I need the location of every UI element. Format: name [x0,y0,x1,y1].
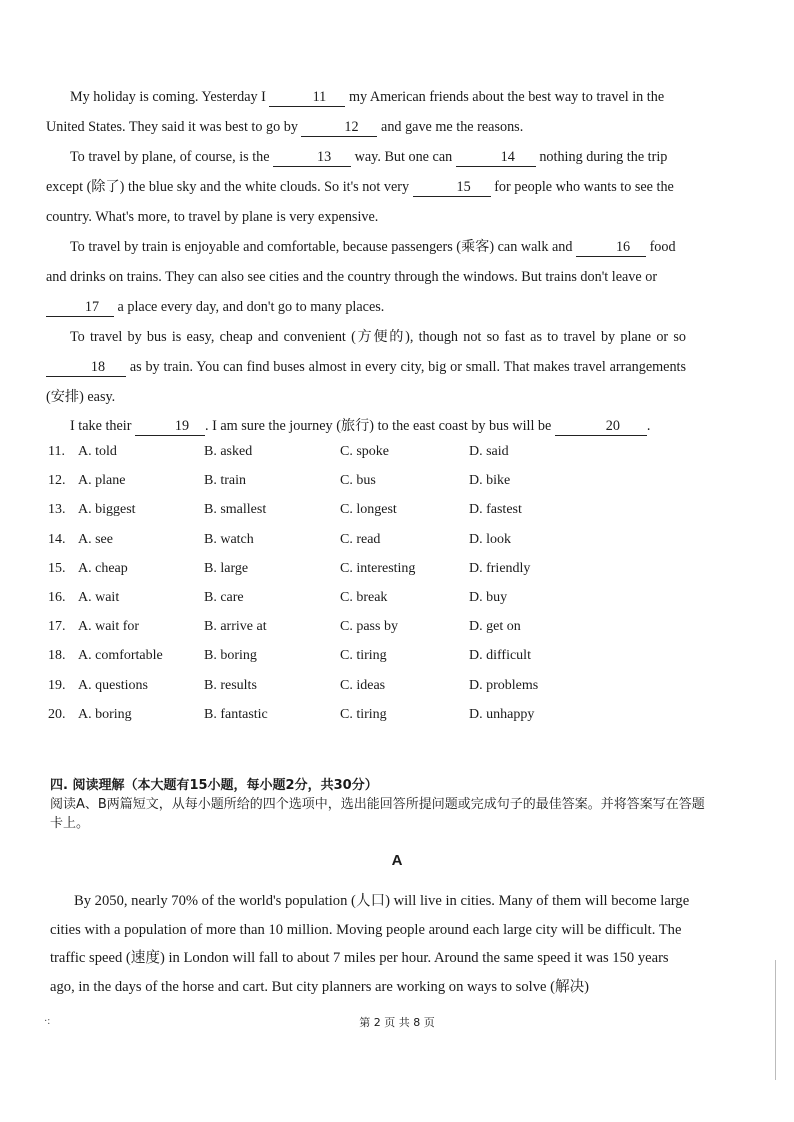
text: . [646,418,651,434]
blank-19: 19 [135,417,205,436]
option-b: B. asked [204,444,253,459]
option-c: C. pass by [340,619,398,635]
blank-15: 15 [413,178,491,197]
question-number: 17. [48,619,66,635]
cloze-paragraph-2 [46,142,686,232]
blank-14: 14 [456,148,536,167]
option-row-14 [48,528,668,557]
question-number: 19. [48,677,66,693]
option-a: A. boring [78,706,132,722]
option-a: A. questions [78,677,148,693]
option-d: D. bike [469,473,511,489]
text: To travel by train is enjoyable and comfortable, because passengers (乘客) can walk and [70,239,573,255]
section-heading: 四. 阅读理解（本大题有15小题，每小题2分，共30分） [50,778,378,793]
question-number: 12. [48,473,66,489]
option-d: D. friendly [469,560,531,576]
cloze-paragraph-4 [46,322,686,412]
option-a: A. comfortable [78,648,163,664]
option-a: A. told [78,444,117,459]
option-d: D. difficult [469,648,531,664]
text: and gave me the reasons. [381,119,524,135]
scan-edge-line [775,960,776,1080]
text: I take their [70,418,132,434]
cloze-paragraph-5 [46,411,686,441]
text: for people who wants to see the country. What's more, to travel by plane is very expensive. [46,179,674,225]
option-row-12 [48,469,668,498]
blank-12: 12 [301,118,377,137]
option-b: B. boring [204,648,257,664]
option-a: A. see [78,531,113,547]
text: To travel by bus is easy, cheap and convenient (方便的), though not so fast as to travel by plane or so [70,329,686,345]
option-d: D. fastest [469,502,522,518]
option-a: A. wait for [78,619,140,635]
option-b: B. watch [204,531,254,547]
passage-text: By 2050, nearly 70% of the world's population (人口) will live in cities. Many of them will become large cities with a population of more than 10 million. Moving people around each large city will be difficult. The traffic speed (速度) in London will fall to about 7 miles per hour. Around the same speed it was 150 years ago, in the days of the horse and cart. But city planners are working on ways to solve (解决) [50,893,690,995]
option-b: B. results [204,677,257,693]
options-list [48,440,668,732]
question-number: 16. [48,589,66,605]
option-d: D. said [469,444,509,459]
cloze-paragraph-3 [46,232,686,322]
option-b: B. smallest [204,502,267,518]
option-row-16 [48,586,668,615]
blank-18: 18 [46,358,126,377]
question-number: 18. [48,648,66,664]
option-row-11 [48,440,668,469]
passage-title: A [391,852,403,869]
question-number: 13. [48,502,66,518]
question-number: 14. [48,531,66,547]
option-row-18 [48,644,668,673]
option-d: D. problems [469,677,539,693]
text: . I am sure the journey (旅行) to the east coast by bus will be [205,418,552,434]
blank-17: 17 [46,298,114,317]
option-d: D. get on [469,619,521,635]
text: way. But one can [354,149,453,165]
text: my American friends about the best way to travel in the United States. They said it was best to go by [46,89,665,135]
option-d: D. look [469,531,511,547]
option-b: B. train [204,473,246,489]
option-row-13 [48,498,668,527]
option-row-17 [48,615,668,644]
option-c: C. read [340,531,381,547]
option-b: B. fantastic [204,706,268,722]
text: food and drinks on trains. They can also see cities and the country through the windows. But trains don't leave or [46,239,676,285]
blank-13: 13 [273,148,351,167]
option-a: A. cheap [78,560,128,576]
blank-20: 20 [555,417,647,436]
option-b: B. arrive at [204,619,267,635]
option-c: C. ideas [340,677,386,693]
option-c: C. tiring [340,648,387,664]
text: a place every day, and don't go to many places. [117,299,385,315]
text: My holiday is coming. Yesterday I [70,89,266,105]
option-c: C. longest [340,502,397,518]
option-row-19 [48,674,668,703]
blank-16: 16 [576,238,646,257]
option-row-20 [48,703,668,732]
text: as by train. You can find buses almost in every city, big or small. That makes travel arrangements (安排) easy. [46,359,687,405]
question-number: 11. [48,444,65,459]
section-reading [50,776,710,833]
option-b: B. large [204,560,249,576]
cloze-paragraph-1 [46,82,686,142]
option-c: C. tiring [340,706,387,722]
option-c: C. spoke [340,444,389,459]
option-a: A. plane [78,473,126,489]
question-number: 15. [48,560,66,576]
text: To travel by plane, of course, is the [70,149,270,165]
page-footer: 第 2 页 共 8 页 [359,1016,435,1029]
option-c: C. break [340,589,388,605]
blank-11: 11 [269,88,345,107]
option-b: B. care [204,589,244,605]
option-a: A. wait [78,589,120,605]
section-instruction: 阅读A、B两篇短文，从每小题所给的四个选项中，选出能回答所提问题或完成句子的最佳答案。并将答案写在答题卡上。 [50,797,705,831]
option-c: C. bus [340,473,376,489]
option-row-15 [48,557,668,586]
option-c: C. interesting [340,560,416,576]
option-a: A. biggest [78,502,136,518]
question-number: 20. [48,706,66,722]
option-d: D. buy [469,589,508,605]
option-d: D. unhappy [469,706,535,722]
text: nothing during the trip except (除了) the blue sky and the white clouds. So it's not very [46,149,668,195]
scan-mark: ·: [44,1016,51,1027]
